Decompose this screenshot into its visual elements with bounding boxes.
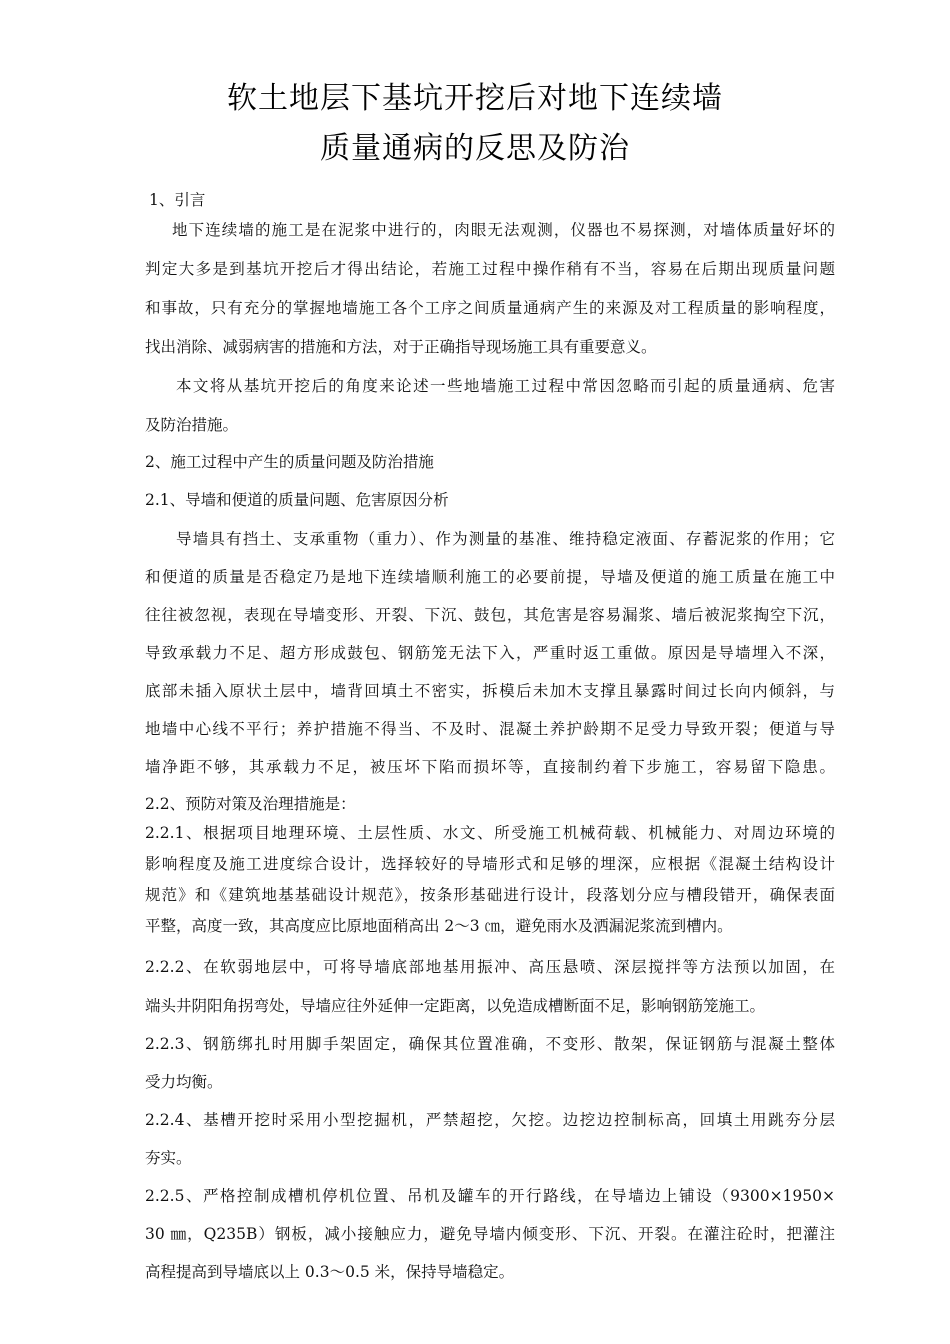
body-text-line: 地下连续墙的施工是在泥浆中进行的，肉眼无法观测，仪器也不易探测，对墙体质量好坏的 <box>172 221 835 239</box>
body-text-line: 2.2.5、严格控制成槽机停机位置、吊机及罐车的开行路线，在导墙边上铺设（9300×1950× <box>145 1187 835 1205</box>
body-text-line: 2.2.3、钢筋绑扎时用脚手架固定，确保其位置准确，不变形、散架，保证钢筋与混凝土整体 <box>145 1035 835 1053</box>
body-text-line: 判定大多是到基坑开挖后才得出结论，若施工过程中操作稍有不当，容易在后期出现质量问题 <box>145 260 835 278</box>
body-text-line: 高程提高到导墙底以上 0.3～0.5 米，保持导墙稳定。 <box>145 1263 515 1281</box>
body-text-line: 导墙具有挡土、支承重物（重力）、作为测量的基准、维持稳定液面、存蓄泥浆的作用；它 <box>176 530 835 548</box>
subsection-heading: 2.2、预防对策及治理措施是： <box>145 795 356 813</box>
document-title-line-2: 质量通病的反思及防治 <box>320 131 630 166</box>
body-text-line: 找出消除、减弱病害的措施和方法，对于正确指导现场施工具有重要意义。 <box>145 338 657 356</box>
body-text-line: 2.2.1、根据项目地理环境、土层性质、水文、所受施工机械荷载、机械能力、对周边环境的 <box>145 824 835 842</box>
body-text-line: 端头井阴阳角拐弯处，导墙应往外延伸一定距离，以免造成槽断面不足，影响钢筋笼施工。 <box>145 997 766 1015</box>
section-heading-intro: 1、引言 <box>149 191 206 209</box>
body-text-line: 往往被忽视，表现在导墙变形、开裂、下沉、鼓包，其危害是容易漏浆、墙后被泥浆掏空下沉， <box>145 606 835 624</box>
body-text-line: 规范》和《建筑地基基础设计规范》，按条形基础进行设计，段落划分应与槽段错开，确保表面 <box>145 886 835 904</box>
body-text-line: 地墙中心线不平行；养护措施不得当、不及时、混凝土养护龄期不足受力导致开裂；便道与导 <box>145 720 835 738</box>
body-text-line: 和事故，只有充分的掌握地墙施工各个工序之间质量通病产生的来源及对工程质量的影响程度， <box>145 299 835 317</box>
body-text-line: 和便道的质量是否稳定乃是地下连续墙顺利施工的必要前提，导墙及便道的施工质量在施工中 <box>145 568 835 586</box>
body-text-line: 受力均衡。 <box>145 1073 223 1091</box>
body-text-line: 导致承载力不足、超方形成鼓包、钢筋笼无法下入，严重时返工重做。原因是导墙埋入不深， <box>145 644 835 662</box>
body-text-line: 平整，高度一致，其高度应比原地面稍高出 2～3 ㎝，避免雨水及洒漏泥浆流到槽内。 <box>145 917 733 935</box>
body-text-line: 本文将从基坑开挖后的角度来论述一些地墙施工过程中常因忽略而引起的质量通病、危害 <box>176 377 835 395</box>
body-text-line: 底部未插入原状土层中，墙背回填土不密实，拆模后未加木支撑且暴露时间过长向内倾斜，与 <box>145 682 835 700</box>
body-text-line: 30 ㎜，Q235B）钢板，减小接触应力，避免导墙内倾变形、下沉、开裂。在灌注砼时，把灌注 <box>145 1225 835 1243</box>
body-text-line: 2.2.2、在软弱地层中，可将导墙底部地基用振冲、高压悬喷、深层搅拌等方法预以加固，在 <box>145 958 835 976</box>
section-heading: 2、施工过程中产生的质量问题及防治措施 <box>145 453 434 471</box>
body-text-line: 墙净距不够，其承载力不足，被压坏下陷而损坏等，直接制约着下步施工，容易留下隐患。 <box>145 758 835 776</box>
body-text-line: 2.2.4、基槽开挖时采用小型挖掘机，严禁超挖，欠挖。边挖边控制标高，回填土用跳夯分层 <box>145 1111 835 1129</box>
body-text-line: 及防治措施。 <box>145 416 239 434</box>
body-text-line: 夯实。 <box>145 1149 192 1167</box>
document-title-line-1: 软土地层下基坑开挖后对地下连续墙 <box>227 81 723 116</box>
body-text-line: 影响程度及施工进度综合设计，选择较好的导墙形式和足够的埋深，应根据《混凝土结构设计 <box>145 855 835 873</box>
subsection-heading: 2.1、导墙和便道的质量问题、危害原因分析 <box>145 491 449 509</box>
